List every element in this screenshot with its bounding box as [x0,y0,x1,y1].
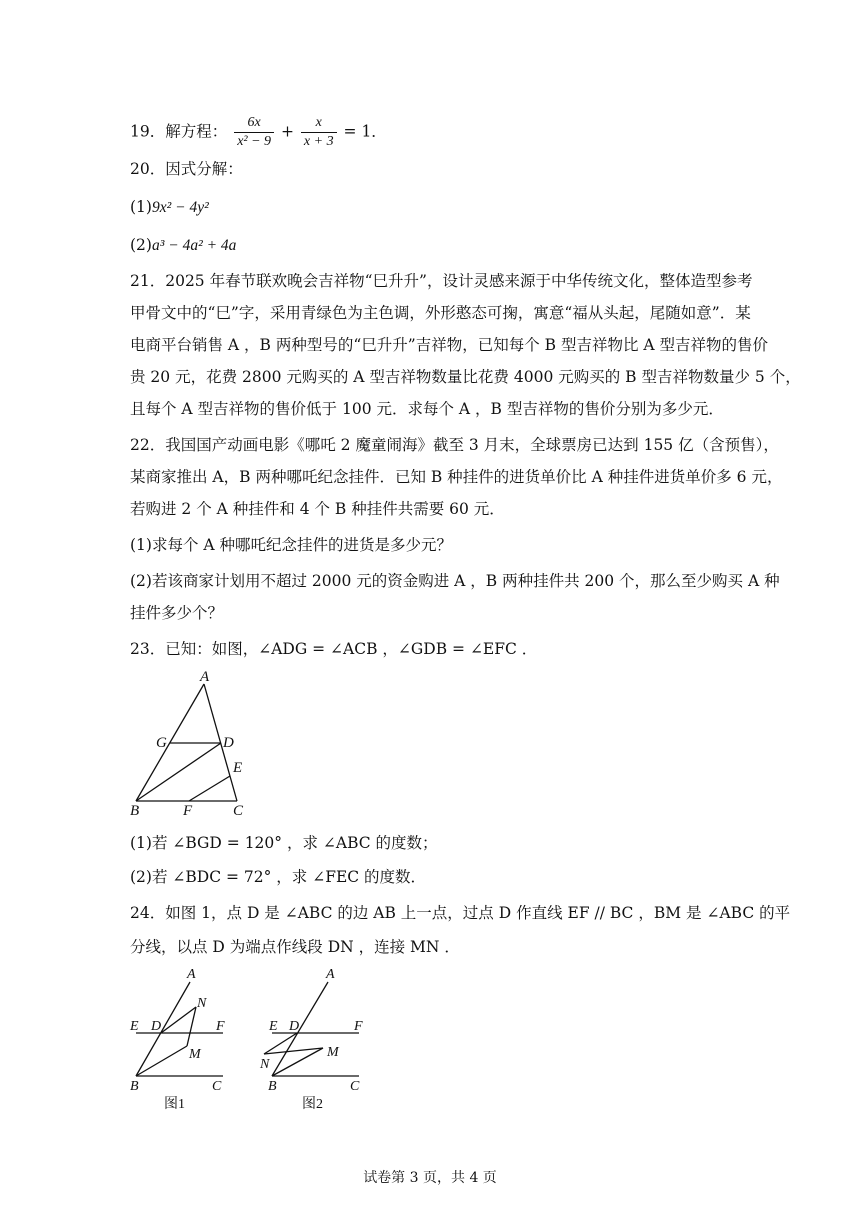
page-footer: 试卷第 3 页，共 4 页 [363,1170,497,1186]
label-A: A [200,669,210,685]
question-22-part-1: (1)求每个 A 种哪吒纪念挂件的进货是多少元？ [130,536,453,554]
fig2-label-A: A [326,967,335,982]
question-23-part-2: (2)若 ∠BDC = 72° ，求 ∠FEC 的度数． [130,868,427,886]
question-20-part-2: (2)a³ − 4a² + 4a [130,236,237,254]
question-22-line: 22．我国国产动画电影《哪吒 2 魔童闹海》截至 3 月末，全球票房已达到 155 亿（含预售）， [130,436,779,454]
question-20: 20．因式分解： [130,160,243,178]
question-22-part-2: (2)若该商家计划用不超过 2000 元的资金购进 A ，B 两种挂件共 200 个，那么至少购买 A 种 [130,572,780,590]
fig1-label-E: E [130,1019,139,1034]
fraction-1: $\frac{6x}{\text{x² − 9}}$ [234,114,274,151]
fig2-label-D: D [289,1019,300,1034]
question-19: 19．解方程： $\frac{6x}{\text{x² − 9}}$ + $\frac{x}{x + 3}$ = 1． [130,115,387,149]
label-E: E [233,760,243,776]
fig1-label-C: C [212,1079,222,1094]
fig1-caption: 图1 [164,1097,185,1112]
fig1-label-F: F [216,1019,225,1034]
label-G: G [156,735,167,751]
fraction-2: $\frac{x}{x + 3}$ [301,114,337,151]
question-21-line: 贵 20 元，花费 2800 元购买的 A 型吉祥物数量比花费 4000 元购买的 B 型吉祥物数量少 5 个， [130,368,801,386]
question-21-line: 21．2025 年春节联欢晚会吉祥物“巳升升”，设计灵感来源于中华传统文化，整体造型参考 [130,272,753,290]
question-23-part-1: (1)若 ∠BGD = 120° ，求 ∠ABC 的度数； [130,834,438,852]
question-21-line: 且每个 A 型吉祥物的售价低于 100 元．求每个 A ，B 型吉祥物的售价分别为多少元． [130,400,724,418]
figure-2 [262,964,372,1114]
fig2-label-F: F [354,1019,363,1034]
question-21-line: 甲骨文中的“巳”字，采用青绿色为主色调，外形憨态可掬，寓意“福从头起，尾随如意”．某 [130,304,751,322]
question-24-line: 24．如图 1，点 D 是 ∠ABC 的边 AB 上一点，过点 D 作直线 EF // BC ，BM 是 ∠ABC 的平 [130,904,791,922]
label-B: B [130,803,140,819]
label-F: F [183,803,193,819]
fig1-label-A: A [187,967,196,982]
fig1-label-D: D [151,1019,162,1034]
label-D: D [223,735,234,751]
triangle-figure [120,668,260,818]
fig1-label-B: B [130,1079,139,1094]
label-C: C [233,803,244,819]
figure-1 [126,964,236,1114]
fig2-caption: 图2 [302,1097,323,1112]
fig1-label-M: M [189,1047,201,1062]
fig1-label-N: N [197,996,207,1011]
question-22-line: 挂件多少个？ [130,604,224,622]
question-24-line: 分线，以点 D 为端点作线段 DN ，连接 MN ． [130,938,460,956]
question-22-line: 某商家推出 A，B 两种哪吒纪念挂件．已知 B 种挂件的进货单价比 A 种挂件进货单价多 6 元， [130,468,783,486]
question-22-line: 若购进 2 个 A 种挂件和 4 个 B 种挂件共需要 60 元． [130,500,505,518]
fig2-label-N: N [260,1057,270,1072]
fig2-label-M: M [327,1045,339,1060]
fig2-label-E: E [269,1019,278,1034]
question-20-part-1: (1)9x² − 4y² [130,198,209,216]
fig2-label-C: C [350,1079,360,1094]
question-23: 23．已知：如图，∠ADG = ∠ACB ，∠GDB = ∠EFC ． [130,640,538,658]
question-21-line: 电商平台销售 A ，B 两种型号的“巳升升”吉祥物，已知每个 B 型吉祥物比 A 型吉祥物的售价 [130,336,769,354]
fig2-label-B: B [268,1079,277,1094]
